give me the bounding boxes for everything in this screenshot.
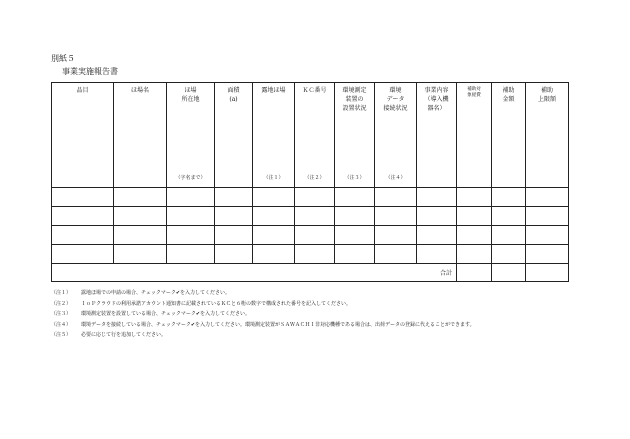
table-cell[interactable] (375, 188, 417, 207)
table-cell[interactable] (215, 188, 253, 207)
header-cell-subsidy-amount: 補助 金額 (492, 83, 526, 188)
table-row (52, 188, 569, 207)
table-cell[interactable] (253, 226, 295, 245)
table-cell[interactable] (295, 226, 335, 245)
table-cell[interactable] (215, 245, 253, 264)
header-cell-open-field: 露地ほ場 （注１） (253, 83, 295, 188)
table-cell[interactable] (526, 245, 569, 264)
table-cell[interactable] (335, 207, 375, 226)
table-cell[interactable] (295, 207, 335, 226)
table-cell[interactable] (492, 245, 526, 264)
table-cell[interactable] (114, 245, 167, 264)
total-label: 合計 (52, 264, 457, 282)
table-cell[interactable] (335, 245, 375, 264)
table-cell[interactable] (215, 207, 253, 226)
table-cell[interactable] (457, 188, 492, 207)
table-cell[interactable] (375, 245, 417, 264)
table-cell[interactable] (417, 188, 457, 207)
header-cell-field-name: ほ場名 (114, 83, 167, 188)
table-cell[interactable] (215, 226, 253, 245)
table-cell[interactable] (253, 245, 295, 264)
table-cell[interactable] (335, 188, 375, 207)
header-cell-env-data: 環境 データ 接続状況 （注４） (375, 83, 417, 188)
table-cell[interactable] (375, 207, 417, 226)
note-item: （注５） 必要に応じて行を追加してください。 (51, 332, 167, 338)
total-row (52, 264, 569, 282)
table-cell[interactable] (457, 245, 492, 264)
table-cell[interactable] (526, 226, 569, 245)
table-cell[interactable] (492, 226, 526, 245)
header-row (52, 83, 569, 188)
header-cell-kc-number: ＫＣ番号 （注２） (295, 83, 335, 188)
table-row (52, 207, 569, 226)
table-cell[interactable] (492, 207, 526, 226)
table-cell[interactable] (52, 188, 114, 207)
table-cell[interactable] (167, 207, 215, 226)
attachment-label: 別紙５ (51, 54, 75, 63)
table-cell[interactable] (52, 207, 114, 226)
table-cell[interactable] (457, 226, 492, 245)
note-item: （注２） ＩｏＰクラウドの利用承諾アカウント通知書に記載されているＫＣと６桁の数字で構成された番号を記入してください。 (51, 300, 351, 307)
header-cell-eligible-cost: 補助対 象経費 (457, 83, 492, 188)
header-cell-field-location: ほ場 所在地 （字名まで） (167, 83, 215, 188)
table-row (52, 245, 569, 264)
table-cell[interactable] (526, 188, 569, 207)
total-cell-subsidy-amount[interactable] (492, 264, 526, 282)
note-item: （注４） 環境データを接続している場合、チェックマーク✔を入力してください。環境測定装置がＳＡＷＡＣＨＩ非対応機種である場合は、出荷データの登録に代えることができます。 (51, 321, 475, 328)
table-cell[interactable] (52, 226, 114, 245)
report-table (51, 82, 569, 282)
header-cell-env-device: 環境測定 装置の 設置状況 （注３） (335, 83, 375, 188)
table-cell[interactable] (335, 226, 375, 245)
table-row (52, 226, 569, 245)
table-cell[interactable] (492, 188, 526, 207)
table-cell[interactable] (114, 226, 167, 245)
table-cell[interactable] (375, 226, 417, 245)
header-cell-subsidy-limit: 補助 上限額 (526, 83, 569, 188)
table-cell[interactable] (114, 207, 167, 226)
notes-list (51, 288, 475, 341)
table-cell[interactable] (457, 207, 492, 226)
table-cell[interactable] (417, 226, 457, 245)
total-cell-eligible-cost[interactable] (457, 264, 492, 282)
table-cell[interactable] (417, 207, 457, 226)
table-cell[interactable] (526, 207, 569, 226)
header-cell-item: 品目 (52, 83, 114, 188)
total-cell-subsidy-limit[interactable] (526, 264, 569, 282)
document-title: 事業実施報告書 (62, 67, 118, 76)
header-cell-area: 面積 (a) (215, 83, 253, 188)
table-cell[interactable] (253, 188, 295, 207)
table-cell[interactable] (295, 245, 335, 264)
table-cell[interactable] (295, 188, 335, 207)
table-cell[interactable] (167, 245, 215, 264)
table-cell[interactable] (167, 188, 215, 207)
note-item: （注３） 環境測定装置を設置している場合、チェックマーク✔を入力してください。 (51, 311, 251, 317)
table-cell[interactable] (167, 226, 215, 245)
header-cell-project: 事業内容 （導入機 器名） (417, 83, 457, 188)
note-item: （注１） 露地ほ場での申請の場合、チェックマーク✔を入力してください。 (51, 290, 231, 296)
table-cell[interactable] (114, 188, 167, 207)
table-cell[interactable] (417, 245, 457, 264)
table-cell[interactable] (253, 207, 295, 226)
table-cell[interactable] (52, 245, 114, 264)
